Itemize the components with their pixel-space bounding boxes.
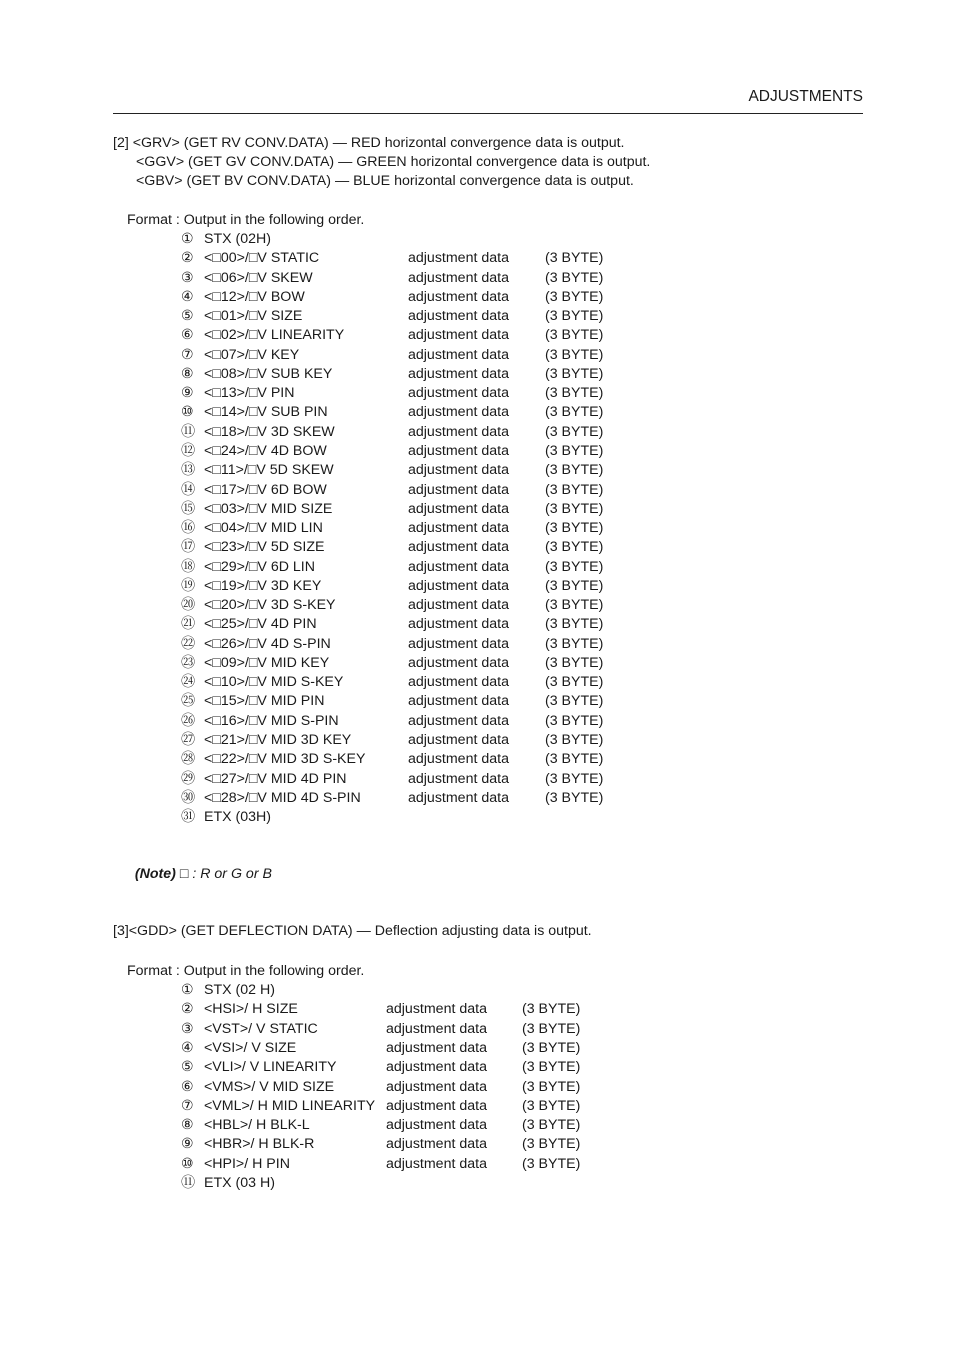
item-number: ①	[181, 231, 194, 247]
item-number: ㉓	[181, 654, 196, 671]
list-item	[181, 346, 741, 365]
item-size: (3 BYTE)	[545, 520, 604, 537]
item-number: ④	[181, 288, 194, 305]
item-description: adjustment data	[386, 1155, 487, 1172]
item-number: ②	[181, 1001, 194, 1018]
header-rule	[113, 113, 863, 114]
item-name: <HPI>/ H PIN	[204, 1155, 290, 1172]
section3-line: [3]<GDD> (GET DEFLECTION DATA) — Deflection adjusting data is output.	[113, 923, 592, 939]
item-description: adjustment data	[408, 404, 509, 421]
item-number: ⑱	[181, 558, 196, 575]
list-item	[181, 673, 741, 692]
item-size: (3 BYTE)	[545, 346, 604, 363]
list-item	[181, 1097, 741, 1116]
item-description: adjustment data	[408, 770, 509, 787]
list-item	[181, 731, 741, 750]
item-name: <VMS>/ V MID SIZE	[204, 1078, 335, 1095]
item-size: (3 BYTE)	[522, 1078, 581, 1095]
list-item	[181, 442, 741, 461]
item-name: <HBR>/ H BLK-R	[204, 1136, 315, 1153]
item-number: ⑰	[181, 539, 196, 556]
item-name: <□13>/□V PIN	[204, 385, 295, 402]
item-description: adjustment data	[408, 577, 509, 594]
item-description: adjustment data	[408, 616, 509, 633]
item-size: (3 BYTE)	[545, 288, 604, 305]
list-item	[181, 461, 741, 480]
section2-line-2: <GGV> (GET GV CONV.DATA) — GREEN horizontal convergence data is output.	[136, 154, 651, 170]
list-item	[181, 577, 741, 596]
item-name: <HBL>/ H BLK-L	[204, 1117, 310, 1134]
item-description: adjustment data	[408, 693, 509, 710]
list-item	[181, 712, 741, 731]
item-name: <□23>/□V 5D SIZE	[204, 539, 325, 556]
item-name: <□16>/□V MID S-PIN	[204, 712, 339, 729]
item-name: <□02>/□V LINEARITY	[204, 327, 345, 344]
item-size: (3 BYTE)	[545, 558, 604, 575]
item-name: <□06>/□V SKEW	[204, 269, 313, 286]
item-description: adjustment data	[408, 462, 509, 479]
note-text: □ : R or G or B	[175, 866, 272, 882]
item-name: <□10>/□V MID S-KEY	[204, 674, 344, 691]
item-description: adjustment data	[386, 1097, 487, 1114]
item-description: adjustment data	[408, 654, 509, 671]
item-name: <VML>/ H MID LINEARITY	[204, 1097, 376, 1114]
item-number: ①	[181, 982, 194, 998]
item-name: <□07>/□V KEY	[204, 346, 300, 363]
item-description: adjustment data	[408, 365, 509, 382]
item-number: ③	[181, 269, 194, 286]
item-size: (3 BYTE)	[545, 597, 604, 614]
list-item	[181, 750, 741, 769]
item-description: adjustment data	[408, 751, 509, 768]
item-description: adjustment data	[386, 1039, 487, 1056]
list-item	[181, 654, 741, 673]
item-number: ⑥	[181, 327, 194, 344]
item-size: (3 BYTE)	[545, 539, 604, 556]
item-number: ⑨	[181, 385, 194, 402]
item-name: <VLI>/ V LINEARITY	[204, 1059, 337, 1076]
item-name: <□28>/□V MID 4D S-PIN	[204, 789, 361, 806]
item-size: (3 BYTE)	[545, 250, 604, 267]
item-name: <□26>/□V 4D S-PIN	[204, 635, 331, 652]
item-name: <□03>/□V MID SIZE	[204, 500, 333, 517]
item-name: <□09>/□V MID KEY	[204, 654, 330, 671]
item-description: adjustment data	[408, 597, 509, 614]
list-item	[181, 1000, 741, 1019]
list-item	[181, 981, 741, 1000]
item-description: adjustment data	[408, 712, 509, 729]
item-number: ㉗	[181, 732, 196, 749]
item-size: (3 BYTE)	[545, 770, 604, 787]
section2-line-1: [2] <GRV> (GET RV CONV.DATA) — RED horizontal convergence data is output.	[113, 135, 625, 151]
item-size: (3 BYTE)	[545, 751, 604, 768]
item-name: <□04>/□V MID LIN	[204, 520, 323, 537]
section3-format: Format : Output in the following order.	[127, 963, 365, 979]
list-item	[181, 423, 741, 442]
list-item	[181, 1174, 741, 1193]
item-size: (3 BYTE)	[522, 1001, 581, 1018]
list-item	[181, 326, 741, 345]
item-name: <□18>/□V 3D SKEW	[204, 423, 335, 440]
list-item	[181, 249, 741, 268]
item-number: ②	[181, 250, 194, 267]
item-description: adjustment data	[408, 308, 509, 325]
item-name: <□24>/□V 4D BOW	[204, 442, 327, 459]
item-description: adjustment data	[408, 539, 509, 556]
list-item	[181, 1020, 741, 1039]
item-size: (3 BYTE)	[545, 308, 604, 325]
item-description: adjustment data	[408, 288, 509, 305]
item-size: (3 BYTE)	[545, 693, 604, 710]
item-size: (3 BYTE)	[522, 1155, 581, 1172]
item-size: (3 BYTE)	[522, 1059, 581, 1076]
item-number: ㉑	[181, 616, 196, 633]
list-item	[181, 770, 741, 789]
item-number: ⑤	[181, 308, 194, 325]
item-number: ⑭	[181, 481, 196, 498]
item-size: (3 BYTE)	[545, 616, 604, 633]
item-number: ㉖	[181, 712, 196, 729]
list-item	[181, 365, 741, 384]
item-description: adjustment data	[386, 1117, 487, 1134]
item-number: ⑩	[181, 404, 194, 421]
item-size: (3 BYTE)	[545, 327, 604, 344]
item-size: (3 BYTE)	[545, 385, 604, 402]
item-size: (3 BYTE)	[545, 365, 604, 382]
list-item	[181, 615, 741, 634]
item-number: ⑫	[181, 442, 196, 459]
note-label: (Note)	[134, 866, 176, 882]
item-description: adjustment data	[408, 269, 509, 286]
item-description: adjustment data	[408, 500, 509, 517]
item-name: <□22>/□V MID 3D S-KEY	[204, 751, 366, 768]
list-item	[181, 1039, 741, 1058]
item-number: ⑧	[181, 1117, 194, 1134]
section2-format: Format : Output in the following order.	[127, 212, 365, 228]
list-item	[181, 1058, 741, 1077]
item-number: ⑯	[181, 520, 196, 537]
section2-line-3: <GBV> (GET BV CONV.DATA) — BLUE horizontal convergence data is output.	[136, 173, 634, 189]
list-item	[181, 384, 741, 403]
item-size: (3 BYTE)	[545, 269, 604, 286]
item-description: adjustment data	[408, 250, 509, 267]
item-number: ⑲	[181, 577, 196, 594]
item-description: adjustment data	[386, 1001, 487, 1018]
item-name: <□19>/□V 3D KEY	[204, 577, 322, 594]
item-name: <□15>/□V MID PIN	[204, 693, 325, 710]
item-description: adjustment data	[408, 635, 509, 652]
item-number: ㉛	[181, 809, 196, 826]
item-description: adjustment data	[408, 481, 509, 498]
list-item	[181, 269, 741, 288]
item-name: <□11>/□V 5D SKEW	[204, 462, 334, 479]
list-item	[181, 230, 741, 249]
item-size: (3 BYTE)	[522, 1136, 581, 1153]
item-size: (3 BYTE)	[545, 423, 604, 440]
item-size: (3 BYTE)	[545, 789, 604, 806]
section2-note	[127, 846, 272, 884]
item-description: adjustment data	[408, 520, 509, 537]
list-item	[181, 288, 741, 307]
item-number: ⑬	[181, 462, 196, 479]
item-number: ⑪	[181, 423, 196, 440]
item-size: (3 BYTE)	[545, 712, 604, 729]
item-number: ⑨	[181, 1136, 194, 1153]
item-name: <□25>/□V 4D PIN	[204, 616, 317, 633]
item-number: ③	[181, 1020, 194, 1037]
item-description: adjustment data	[408, 789, 509, 806]
item-name: <□08>/□V SUB KEY	[204, 365, 333, 382]
item-name: <□21>/□V MID 3D KEY	[204, 732, 352, 749]
item-description: adjustment data	[408, 423, 509, 440]
list-item	[181, 808, 741, 827]
item-size: (3 BYTE)	[545, 500, 604, 517]
item-description: adjustment data	[408, 442, 509, 459]
item-size: (3 BYTE)	[545, 577, 604, 594]
item-number: ㉔	[181, 674, 196, 691]
item-size: (3 BYTE)	[545, 442, 604, 459]
item-number: ㉒	[181, 635, 196, 652]
item-name: <□00>/□V STATIC	[204, 250, 320, 267]
item-size: (3 BYTE)	[545, 732, 604, 749]
item-description: adjustment data	[386, 1136, 487, 1153]
item-size: (3 BYTE)	[545, 635, 604, 652]
list-item	[181, 538, 741, 557]
item-description: adjustment data	[408, 674, 509, 691]
item-number: ⑳	[181, 597, 196, 614]
item-description: adjustment data	[408, 732, 509, 749]
list-item	[181, 1135, 741, 1154]
list-item	[181, 500, 741, 519]
item-name: <□27>/□V MID 4D PIN	[204, 770, 347, 787]
item-description: adjustment data	[408, 346, 509, 363]
list-item	[181, 307, 741, 326]
list-item	[181, 596, 741, 615]
item-name: STX (02 H)	[204, 982, 275, 998]
item-description: adjustment data	[408, 558, 509, 575]
list-item	[181, 635, 741, 654]
item-name: <□01>/□V SIZE	[204, 308, 303, 325]
item-name: <□17>/□V 6D BOW	[204, 481, 327, 498]
item-name: <VST>/ V STATIC	[204, 1020, 318, 1037]
item-number: ④	[181, 1039, 194, 1056]
item-size: (3 BYTE)	[545, 481, 604, 498]
list-item	[181, 1155, 741, 1174]
item-number: ⑩	[181, 1155, 194, 1172]
item-size: (3 BYTE)	[522, 1020, 581, 1037]
item-size: (3 BYTE)	[522, 1039, 581, 1056]
item-number: ⑮	[181, 500, 196, 517]
item-number: ⑥	[181, 1078, 194, 1095]
item-description: adjustment data	[386, 1078, 487, 1095]
list-item	[181, 1078, 741, 1097]
list-item	[181, 692, 741, 711]
item-number: ⑦	[181, 346, 194, 363]
item-name: <□20>/□V 3D S-KEY	[204, 597, 336, 614]
item-description: adjustment data	[408, 327, 509, 344]
list-item	[181, 519, 741, 538]
item-size: (3 BYTE)	[522, 1097, 581, 1114]
item-number: ⑧	[181, 365, 194, 382]
item-size: (3 BYTE)	[545, 674, 604, 691]
item-name: <VSI>/ V SIZE	[204, 1039, 297, 1056]
list-item	[181, 1116, 741, 1135]
list-item	[181, 558, 741, 577]
item-description: adjustment data	[408, 385, 509, 402]
item-name: <□14>/□V SUB PIN	[204, 404, 328, 421]
list-item	[181, 481, 741, 500]
item-number: ㉙	[181, 770, 196, 787]
item-number: ⑤	[181, 1059, 194, 1076]
list-item	[181, 789, 741, 808]
item-name: <HSI>/ H SIZE	[204, 1001, 298, 1018]
item-name: STX (02H)	[204, 231, 272, 247]
list-item	[181, 403, 741, 422]
item-number: ⑪	[181, 1175, 196, 1191]
item-name: <□12>/□V BOW	[204, 288, 305, 305]
item-number: ㉚	[181, 789, 196, 806]
item-number: ㉕	[181, 693, 196, 710]
item-number: ㉘	[181, 751, 196, 768]
item-size: (3 BYTE)	[545, 404, 604, 421]
item-name: <□29>/□V 6D LIN	[204, 558, 315, 575]
item-size: (3 BYTE)	[522, 1117, 581, 1134]
item-size: (3 BYTE)	[545, 462, 604, 479]
item-description: adjustment data	[386, 1020, 487, 1037]
item-name: ETX (03H)	[204, 809, 272, 826]
item-number: ⑦	[181, 1097, 194, 1114]
item-name: ETX (03 H)	[204, 1175, 275, 1191]
page-header-title: ADJUSTMENTS	[748, 88, 863, 105]
item-size: (3 BYTE)	[545, 654, 604, 671]
item-description: adjustment data	[386, 1059, 487, 1076]
